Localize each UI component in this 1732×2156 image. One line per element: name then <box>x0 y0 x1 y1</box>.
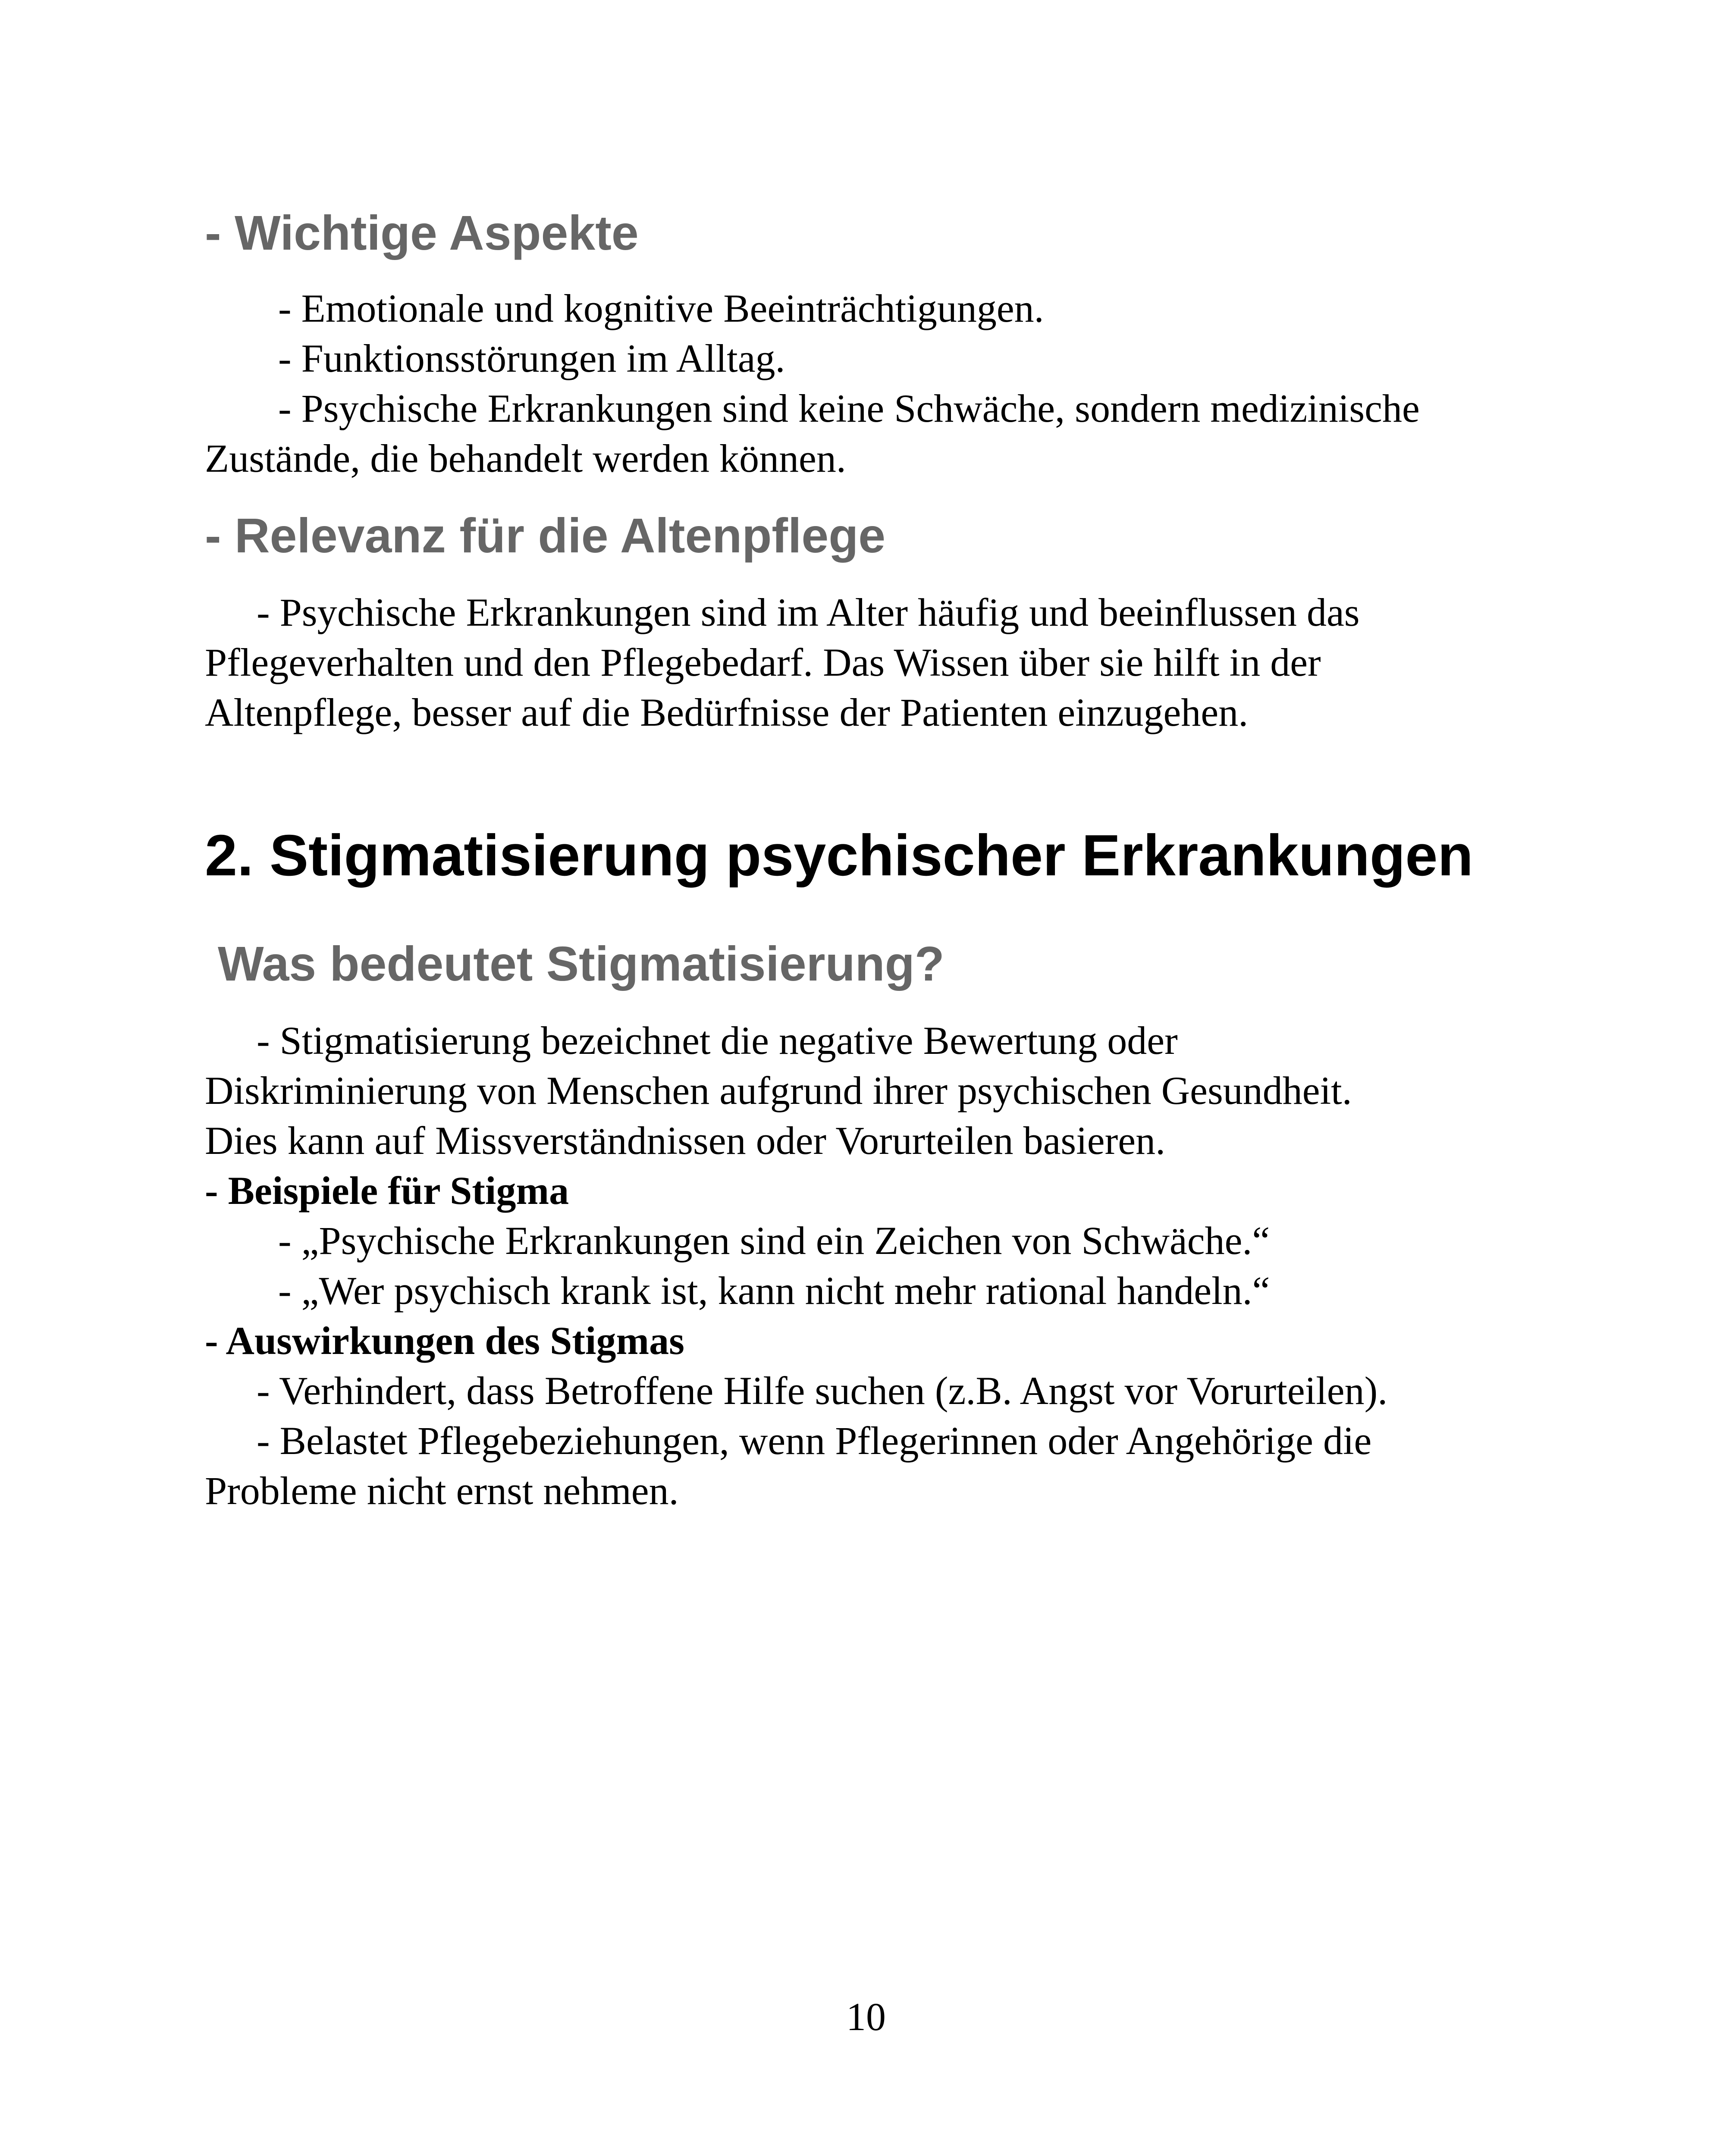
example-line: - „Wer psychisch krank ist, kann nicht mehr rational handeln.“ <box>278 1269 1270 1313</box>
definition-line: - Stigmatisierung bezeichnet die negative Bewertung oder <box>257 1018 1178 1062</box>
effects-heading: - Auswirkungen des Stigmas <box>205 1319 684 1363</box>
aspect-line: - Emotionale und kognitive Beeinträchtigungen. <box>278 286 1044 330</box>
definition-line: Dies kann auf Missverständnissen oder Vorurteilen basieren. <box>205 1119 1166 1163</box>
effect-line: Probleme nicht ernst nehmen. <box>205 1469 679 1513</box>
aspect-line: - Psychische Erkrankungen sind keine Schwäche, sondern medizinische <box>278 386 1420 430</box>
heading-wichtige-aspekte: - Wichtige Aspekte <box>205 206 639 260</box>
section-title: 2. Stigmatisierung psychischer Erkrankungen <box>205 823 1473 888</box>
examples-heading: - Beispiele für Stigma <box>205 1169 569 1213</box>
subheading-stigmatisierung: Was bedeutet Stigmatisierung? <box>218 937 944 991</box>
relevance-line: - Psychische Erkrankungen sind im Alter häufig und beeinflussen das <box>257 590 1360 634</box>
aspect-line: - Funktionsstörungen im Alltag. <box>278 336 785 380</box>
effect-line: - Verhindert, dass Betroffene Hilfe suchen (z.B. Angst vor Vorurteilen). <box>257 1369 1388 1413</box>
heading-relevanz: - Relevanz für die Altenpflege <box>205 508 886 563</box>
effect-line: - Belastet Pflegebeziehungen, wenn Pflegerinnen oder Angehörige die <box>257 1419 1372 1463</box>
aspect-line: Zustände, die behandelt werden können. <box>205 436 846 480</box>
page-number: 10 <box>846 1995 886 2039</box>
relevance-line: Pflegeverhalten und den Pflegebedarf. Das Wissen über sie hilft in der <box>205 640 1321 684</box>
definition-line: Diskriminierung von Menschen aufgrund ihrer psychischen Gesundheit. <box>205 1069 1352 1112</box>
relevance-line: Altenpflege, besser auf die Bedürfnisse der Patienten einzugehen. <box>205 690 1249 734</box>
example-line: - „Psychische Erkrankungen sind ein Zeichen von Schwäche.“ <box>278 1219 1270 1263</box>
